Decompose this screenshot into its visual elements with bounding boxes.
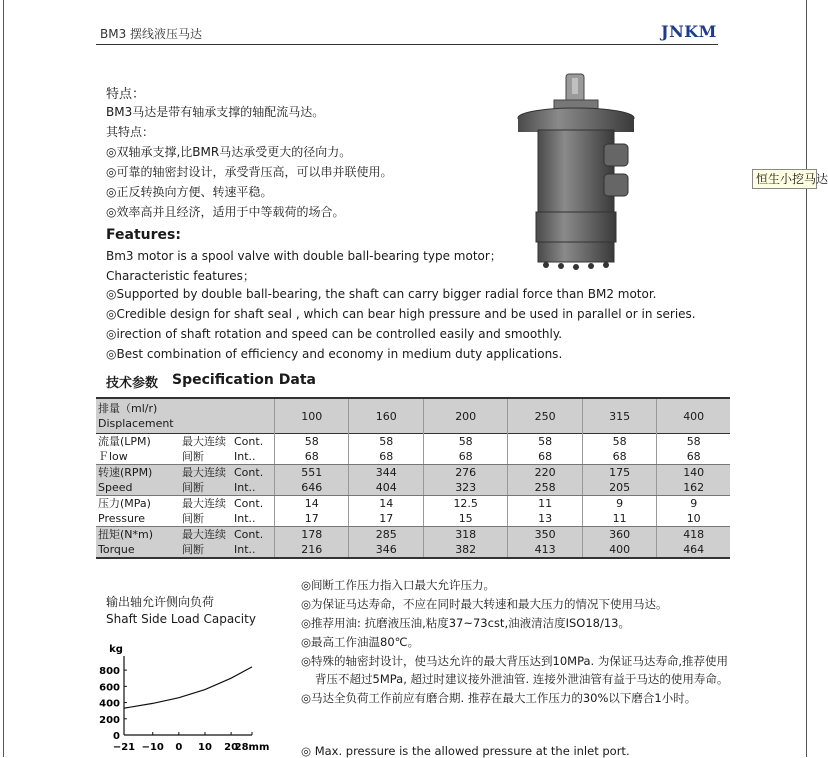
row-mode-en: Int..: [232, 449, 275, 465]
cell-value: 58: [275, 434, 349, 450]
x-tick-label: −21: [112, 742, 136, 753]
row-label: 压力(MPa): [98, 497, 151, 510]
features-en-item: ◎Supported by double ball-bearing, the shaft can carry bigger radial force than BM2 motor.: [106, 287, 657, 301]
row-mode-zh: 间断: [180, 449, 232, 465]
disp-value: 315: [582, 398, 656, 434]
motor-body: [538, 130, 614, 212]
cell-value: 12.5: [423, 496, 508, 512]
y-tick-label: 0: [113, 731, 120, 742]
y-axis-label: kg: [109, 644, 123, 655]
row-mode-en: Int..: [232, 511, 275, 527]
note-line: ◎特殊的轴密封设计，使马达允许的最大背压达到10MPa. 为保证马达寿命,推荐使用: [301, 654, 729, 668]
row-mode-en: Cont.: [232, 465, 275, 481]
page-header-title: BM3 摆线液压马达: [100, 27, 203, 41]
cell-value: 9: [582, 496, 656, 512]
cell-value: 68: [423, 449, 508, 465]
features-zh-item: ◎可靠的轴密封设计，承受背压高，可以串并联使用。: [106, 165, 393, 179]
x-tick-label: 10: [198, 742, 212, 753]
note-line: ◎最高工作油温80℃。: [301, 635, 420, 649]
cell-value: 15: [423, 511, 508, 527]
row-mode-en: Int..: [232, 480, 275, 496]
cell-value: 323: [423, 480, 508, 496]
motor-gerotor: [536, 212, 616, 242]
cell-value: 11: [582, 511, 656, 527]
x-tick-label: −10: [141, 742, 164, 753]
cell-value: 68: [275, 449, 349, 465]
side-load-chart: [96, 640, 286, 757]
left-border-line: [3, 0, 4, 757]
cell-value: 14: [349, 496, 423, 512]
row-label: 流量(LPM): [98, 435, 151, 448]
disp-label-en: Displacement: [98, 417, 174, 430]
brand-logo: JNKM: [661, 22, 717, 41]
table-row: [96, 527, 730, 543]
y-tick-label: 600: [99, 682, 120, 694]
motor-shaft-key: [572, 78, 578, 94]
spec-title-zh: 技术参数: [106, 376, 159, 391]
spec-header-row: [96, 398, 730, 434]
y-tick-label: 800: [99, 666, 120, 678]
cell-value: 400: [582, 542, 656, 558]
cell-value: 68: [657, 449, 730, 465]
cell-value: 58: [349, 434, 423, 450]
side-load-curve: [124, 667, 252, 708]
row-mode-zh: 间断: [180, 542, 232, 558]
cell-value: 162: [657, 480, 730, 496]
cell-value: 464: [657, 542, 730, 558]
table-row: [96, 449, 730, 465]
x-tick-label: 28mm: [234, 742, 270, 753]
cell-value: 14: [275, 496, 349, 512]
cell-value: 285: [349, 527, 423, 543]
side-load-title-zh: 输出轴允许侧向负荷: [106, 595, 215, 609]
cell-value: 276: [423, 465, 508, 481]
note-line: ◎推荐用油: 抗磨液压油,粘度37~73cst,油液清洁度ISO18/13。: [301, 616, 630, 630]
motor-bolt: [558, 263, 564, 269]
motor-bolt: [573, 264, 579, 270]
disp-value: 200: [423, 398, 508, 434]
spec-title-en: Specification Data: [172, 372, 316, 388]
cell-value: 216: [275, 542, 349, 558]
row-mode-en: Cont.: [234, 497, 264, 510]
motor-bolt: [543, 262, 549, 268]
disp-value: 100: [275, 398, 349, 434]
row-mode-en: Cont.: [232, 527, 275, 543]
spec-table: [96, 397, 730, 559]
spec-header-displacement: [96, 398, 275, 434]
row-label: Speed: [96, 480, 180, 496]
cell-value: 350: [508, 527, 582, 543]
row-label: Torque: [96, 542, 180, 558]
motor-end-cap: [538, 242, 614, 262]
x-tick-label: 20: [224, 742, 239, 753]
cell-value: 140: [657, 465, 730, 481]
y-tick-label: 400: [99, 698, 120, 710]
cell-value: 220: [508, 465, 582, 481]
note-line: 背压不超过5MPa, 超过时建议接外泄油管. 连接外泄油管有益于马达的使用寿命。: [315, 672, 729, 686]
cell-value: 58: [423, 434, 508, 450]
motor-bolt: [588, 263, 594, 269]
features-zh-intro: BM3马达是带有轴承支撑的轴配流马达。: [106, 105, 325, 119]
table-row: [96, 542, 730, 558]
cell-value: 13: [508, 511, 582, 527]
features-en-item: ◎Credible design for shaft seal , which can bear high pressure and be used in parallel or in series.: [106, 307, 696, 321]
cell-value: 318: [423, 527, 508, 543]
row-mode-zh: 间断: [180, 480, 232, 496]
disp-value: 250: [508, 398, 582, 434]
row-mode-en: Cont.: [234, 435, 264, 448]
features-en-heading: Features:: [106, 227, 181, 243]
disp-label-zh: 排量（ml/r): [98, 402, 158, 415]
note-line: ◎ Max. pressure is the allowed pressure at the inlet port.: [301, 744, 630, 758]
y-tick-label: 200: [99, 714, 120, 726]
cell-value: 17: [275, 511, 349, 527]
row-mode-zh: 最大连续: [182, 497, 226, 510]
cell-value: 68: [349, 449, 423, 465]
cell-value: 17: [349, 511, 423, 527]
disp-value: 160: [349, 398, 423, 434]
cell-value: 360: [582, 527, 656, 543]
cell-value: 58: [508, 434, 582, 450]
cell-value: 10: [657, 511, 730, 527]
note-line: ◎为保证马达寿命，不应在同时最大转速和最大压力的情况下使用马达。: [301, 597, 668, 611]
cell-value: 58: [657, 434, 730, 450]
row-mode-zh: 最大连续: [182, 435, 226, 448]
row-label: Pressure: [96, 511, 180, 527]
note-line: ◎马达全负荷工作前应有磨合期. 推荐在最大工作压力的30%以下磨合1小时。: [301, 691, 697, 705]
features-zh-sub: 其特点：: [106, 125, 155, 139]
right-border-line: [806, 0, 807, 757]
features-en-intro: Bm3 motor is a spool valve with double ball-bearing type motor；: [106, 249, 502, 263]
features-zh-heading: 特点：: [106, 87, 146, 102]
cell-value: 413: [508, 542, 582, 558]
cell-value: 58: [582, 434, 656, 450]
row-mode-en: Int..: [232, 542, 275, 558]
row-mode-zh: 最大连续: [180, 465, 232, 481]
cell-value: 551: [275, 465, 349, 481]
cell-value: 344: [349, 465, 423, 481]
features-zh-item: ◎双轴承支撑,比BMR马达承受更大的径向力。: [106, 145, 352, 159]
row-label: 转速(RPM): [96, 465, 180, 481]
motor-bolt: [603, 262, 609, 268]
row-mode-zh: 间断: [180, 511, 232, 527]
features-zh-item: ◎正反转换向方便、转速平稳。: [106, 185, 273, 199]
features-en-item: ◎Best combination of efficiency and economy in medium duty applications.: [106, 347, 563, 361]
header-divider: [96, 44, 718, 45]
motor-port-upper: [604, 144, 628, 166]
features-en-sub: Characteristic features；: [106, 269, 255, 283]
cell-value: 175: [582, 465, 656, 481]
x-tick-label: 0: [175, 742, 183, 753]
cell-value: 9: [657, 496, 730, 512]
note-line: ◎间断工作压力指入口最大允许压力。: [301, 578, 496, 592]
row-label: Ｆlow: [96, 449, 180, 465]
cell-value: 404: [349, 480, 423, 496]
disp-value: 400: [657, 398, 730, 434]
cell-value: 418: [657, 527, 730, 543]
row-label: 扭矩(N*m): [96, 527, 180, 543]
features-en-item: ◎irection of shaft rotation and speed can be controlled easily and smoothly.: [106, 327, 563, 341]
tooltip-box: 恒生小挖马达: [752, 169, 817, 189]
cell-value: 205: [582, 480, 656, 496]
cell-value: 178: [275, 527, 349, 543]
motor-product-image: [516, 72, 646, 272]
cell-value: 68: [508, 449, 582, 465]
table-row: [96, 496, 730, 512]
cell-value: 382: [423, 542, 508, 558]
table-row: [96, 465, 730, 481]
table-row: [96, 434, 730, 450]
row-mode-zh: 最大连续: [180, 527, 232, 543]
table-row: [96, 480, 730, 496]
side-load-title-en: Shaft Side Load Capacity: [106, 612, 256, 626]
cell-value: 258: [508, 480, 582, 496]
cell-value: 11: [508, 496, 582, 512]
table-row: [96, 511, 730, 527]
motor-port-lower: [604, 174, 628, 196]
cell-value: 346: [349, 542, 423, 558]
cell-value: 646: [275, 480, 349, 496]
features-zh-item: ◎效率高并且经济，适用于中等载荷的场合。: [106, 205, 345, 219]
cell-value: 68: [582, 449, 656, 465]
